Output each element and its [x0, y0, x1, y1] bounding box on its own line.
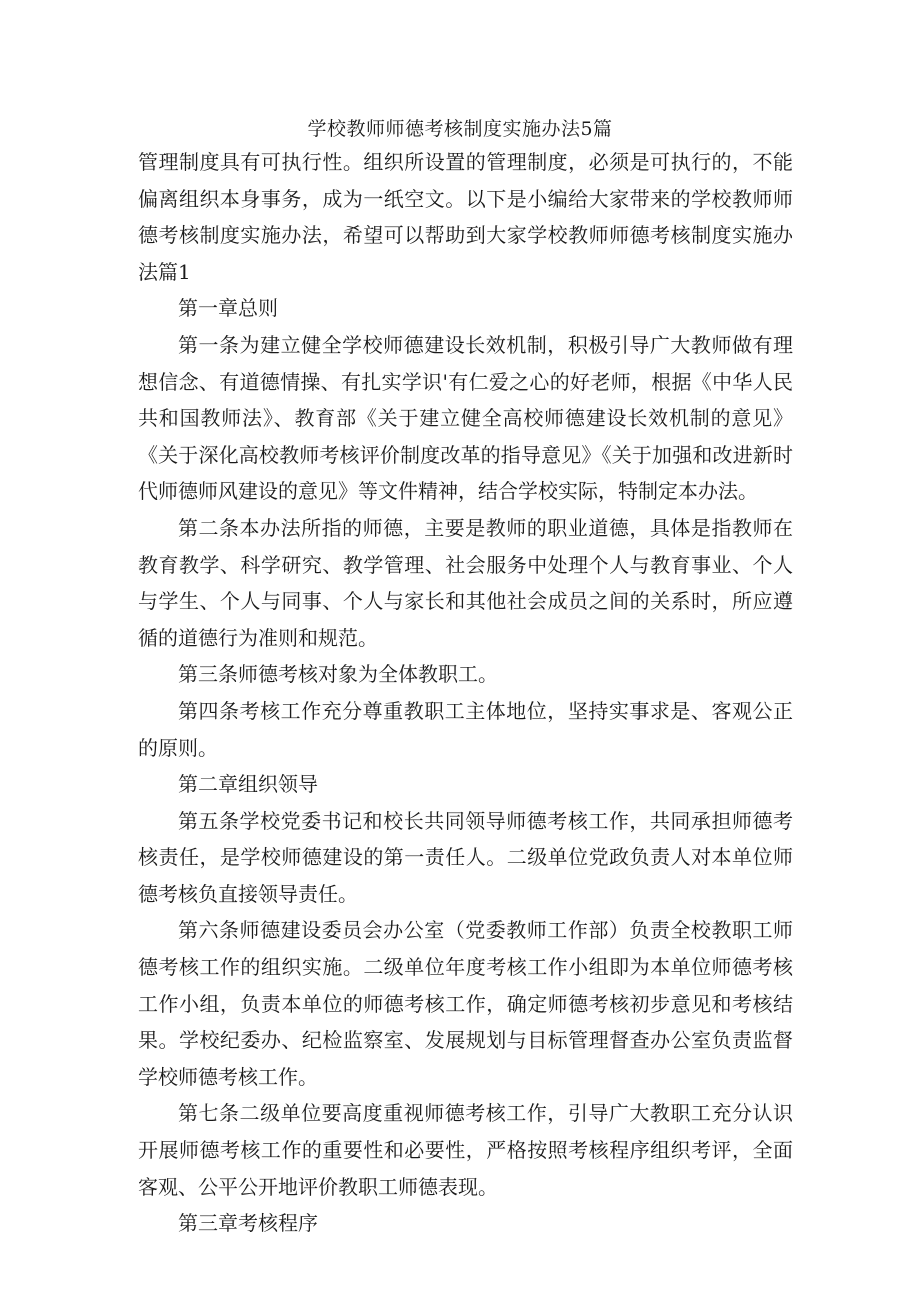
chapter-heading: 第三章考核程序	[178, 1211, 318, 1236]
article-paragraph: 第六条师德建设委员会办公室（党委教师工作部）负责全校教职工师德考核工作的组织实施。二级单位年度考核工作小组即为本单位师德考核工作小组，负责本单位的师德考核工作，确定师德考核初步意见和考核结果。学校纪委办、纪检监察室、发展规划与目标管理督查办公室负责监督学校师德考核工作。	[138, 918, 793, 1089]
chapter-heading: 第一章总则	[178, 296, 278, 321]
article-paragraph: 第二条本办法所指的师德，主要是教师的职业道德，具体是指教师在教育教学、科学研究、教学管理、社会服务中处理个人与教育事业、个人与学生、个人与同事、个人与家长和其他社会成员之间的关系时，所应遵循的道德行为准则和规范。	[138, 515, 793, 650]
document-body	[138, 144, 793, 1242]
intro-paragraph: 管理制度具有可执行性。组织所设置的管理制度，必须是可执行的，不能偏离组织本身事务，成为一纸空文。以下是小编给大家带来的学校教师师德考核制度实施办法，希望可以帮助到大家学校教师师德考核制度实施办法篇1	[138, 150, 793, 284]
chapter-heading: 第二章组织领导	[178, 772, 318, 797]
article-paragraph: 第七条二级单位要高度重视师德考核工作，引导广大教职工充分认识开展师德考核工作的重要性和必要性，严格按照考核程序组织考评，全面客观、公平公开地评价教职工师德表现。	[138, 1101, 793, 1199]
article-paragraph: 第三条师德考核对象为全体教职工。	[178, 662, 498, 687]
document-title: 学校教师师德考核制度实施办法5篇	[307, 118, 613, 140]
article-paragraph: 第五条学校党委书记和校长共同领导师德考核工作，共同承担师德考核责任，是学校师德建设的第一责任人。二级单位党政负责人对本单位师德考核负直接领导责任。	[138, 808, 793, 906]
article-paragraph: 第四条考核工作充分尊重教职工主体地位，坚持实事求是、客观公正的原则。	[138, 698, 793, 760]
article-paragraph: 第一条为建立健全学校师德建设长效机制，积极引导广大教师做有理想信念、有道德情操、有扎实学识'有仁爱之心的好老师，根据《中华人民共和国教师法》、教育部《关于建立健全高校师德建设长效机制的意见》《关于深化高校教师考核评价制度改革的指导意见》《关于加强和改进新时代师德师风建设的意见》等文件精神，结合学校实际，特制定本办法。	[138, 332, 793, 504]
